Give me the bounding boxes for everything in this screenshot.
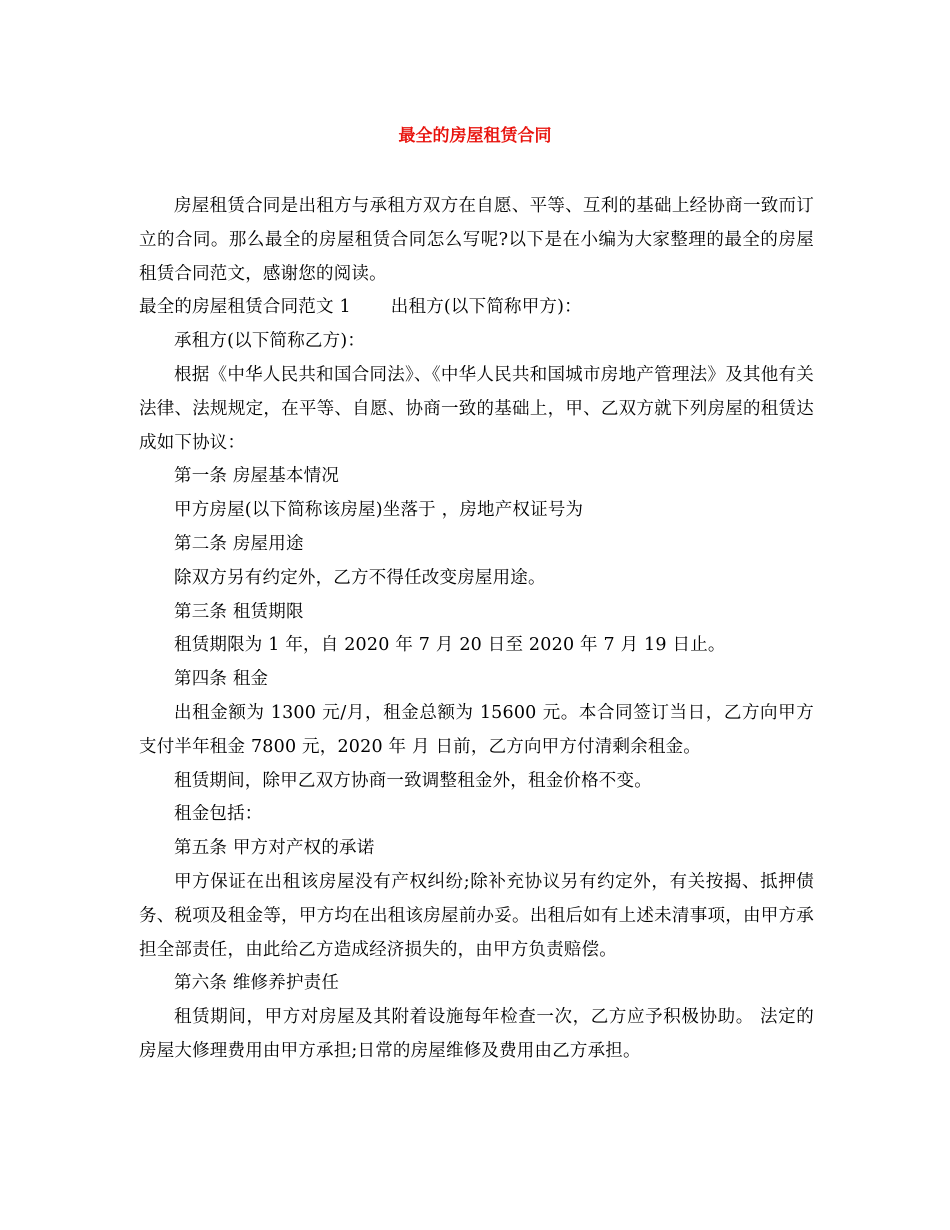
article5-title: 第五条 甲方对产权的承诺: [174, 838, 375, 859]
article3-text: 租赁期限为 1 年，自 2020 年 7 月 20 日至 2020 年 7 月 19 日止。: [174, 635, 726, 656]
article1-title: 第一条 房屋基本情况: [174, 466, 340, 487]
article1-text: 甲方房屋(以下简称该房屋)坐落于 ，房地产权证号为: [174, 500, 584, 521]
article5-text: 甲方保证在出租该房屋没有产权纠纷;除补充协议另有约定外，有关按揭、抵押债务、税项及租金等，甲方均在出租该房屋前办妥。出租后如有上述未清事项，由甲方承担全部责任，由此给乙方造成经济损失的，由甲方负责赔偿。: [139, 871, 814, 960]
intro-paragraph: 房屋租赁合同是出租方与承租方双方在自愿、平等、互利的基础上经协商一致而订立的合同。那么最全的房屋租赁合同怎么写呢?以下是在小编为大家整理的最全的房屋租赁合同范文，感谢您的阅读。: [139, 196, 814, 284]
article4-text-3: 租金包括：: [174, 804, 263, 825]
lessor-label: 出租方(以下简称甲方)：: [390, 297, 582, 318]
article6-title: 第六条 维修养护责任: [174, 973, 340, 994]
article3-title: 第三条 租赁期限: [174, 601, 304, 622]
document-body: [139, 190, 814, 1069]
article4-title: 第四条 租金: [174, 669, 269, 690]
basis-paragraph: 根据《中华人民共和国合同法》、《中华人民共和国城市房地产管理法》及其他有关法律、法规规定，在平等、自愿、协商一致的基础上，甲、乙双方就下列房屋的租赁达成如下协议：: [139, 364, 814, 453]
article2-title: 第二条 房屋用途: [174, 533, 304, 554]
article6-text: 租赁期间，甲方对房屋及其附着设施每年检查一次，乙方应予积极协助。 法定的房屋大修理费用由甲方承担;日常的房屋维修及费用由乙方承担。: [139, 1007, 814, 1061]
article4-text-2: 租赁期间，除甲乙双方协商一致调整租金外，租金价格不变。: [174, 770, 652, 791]
lessee-label: 承租方(以下简称乙方)：: [174, 331, 366, 352]
article4-text-1: 出租金额为 1300 元/月，租金总额为 15600 元。本合同签订当日，乙方向甲方支付半年租金 7800 元，2020 年 月 日前，乙方向甲方付清剩余租金。: [139, 702, 814, 757]
sample-heading-line: [139, 291, 814, 325]
article2-text: 除双方另有约定外，乙方不得任改变房屋用途。: [174, 567, 546, 588]
document-title: 最全的房屋租赁合同: [398, 126, 552, 146]
sample-heading: 最全的房屋租赁合同范文 1: [139, 297, 351, 318]
